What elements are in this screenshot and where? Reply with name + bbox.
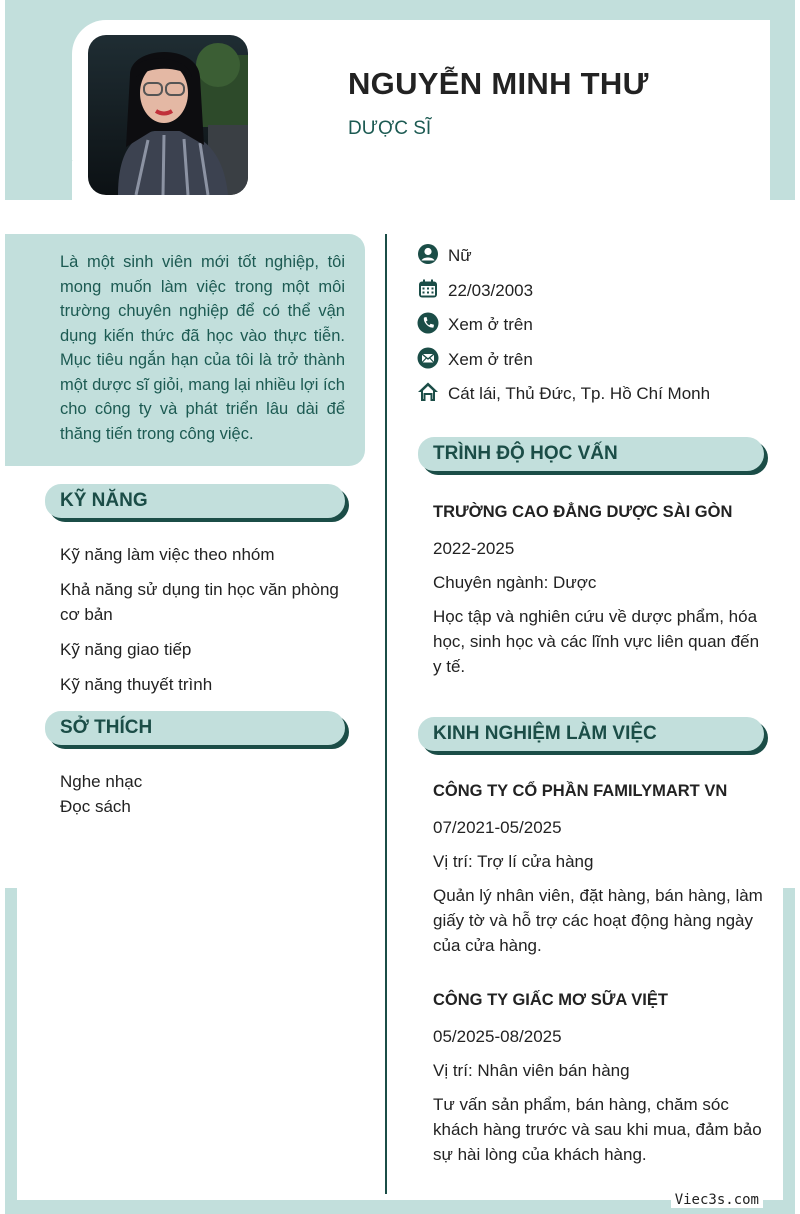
header-corner-decoration: [5, 160, 73, 200]
hobby-item: Đọc sách: [60, 797, 131, 816]
calendar-icon: [417, 278, 439, 300]
job-description: Quản lý nhân viên, đặt hàng, bán hàng, làm giấy tờ và hỗ trợ các hoạt động hàng ngày của cửa hàng.: [433, 886, 763, 955]
job-title: DƯỢC SĨ: [348, 118, 432, 139]
bottom-right-border: [783, 888, 795, 1214]
phone-icon: [417, 312, 439, 334]
bottom-left-border: [5, 888, 17, 1214]
skill-item: Kỹ năng giao tiếp: [60, 640, 192, 659]
experience-entry: [433, 991, 763, 1167]
school-name: TRƯỜNG CAO ĐẲNG DƯỢC SÀI GÒN: [433, 503, 733, 521]
hobby-item: Nghe nhạc: [60, 772, 143, 791]
job-position: Vị trí: Nhân viên bán hàng: [433, 1061, 630, 1080]
contact-dob: [417, 281, 710, 316]
education-period: 2022-2025: [433, 539, 515, 558]
address-text: Cát lái, Thủ Đức, Tp. Hồ Chí Monh: [448, 384, 711, 403]
experience-heading: KINH NGHIỆM LÀM VIỆC: [418, 717, 764, 751]
hobbies-list: [60, 769, 355, 819]
email-text: Xem ở trên: [448, 349, 533, 369]
job-description: Tư vấn sản phẩm, bán hàng, chăm sóc khách hàng trước và sau khi mua, đảm bảo sự hài lòng của khách hàng.: [433, 1095, 762, 1164]
envelope-icon: [417, 347, 439, 369]
summary-text: Là một sinh viên mới tốt nghiệp, tôi mong muốn làm việc trong một môi trường chuyên nghiệp để có thể vận dụng kiến thức đã học vào thực tiễn. Mục tiêu ngắn hạn của tôi là trở thành một dược sĩ giỏi, mang lại nhiều lợi ích cho công ty và phát triển lâu dài để thăng tiến trong công việc.: [60, 253, 345, 443]
skills-heading: KỸ NĂNG: [45, 484, 345, 518]
company-name: CÔNG TY CỔ PHẦN FAMILYMART VN: [433, 782, 728, 800]
skill-item: Khả năng sử dụng tin học văn phòng cơ bản: [60, 580, 339, 624]
job-period: 05/2025-08/2025: [433, 1027, 562, 1046]
gender-text: Nữ: [448, 246, 472, 265]
contact-address: [417, 384, 710, 419]
education-entry: [433, 503, 763, 679]
contact-email: [417, 350, 710, 385]
education-major: Chuyên ngành: Dược: [433, 573, 597, 592]
education-description: Học tập và nghiên cứu về dược phẩm, hóa học, sinh học và các lĩnh vực liên quan đến y tế.: [433, 607, 760, 676]
skills-list: [60, 542, 355, 697]
education-heading: TRÌNH ĐỘ HỌC VẤN: [418, 437, 764, 471]
job-position: Vị trí: Trợ lí cửa hàng: [433, 852, 594, 871]
candidate-name: NGUYỄN MINH THƯ: [348, 66, 649, 101]
dob-text: 22/03/2003: [448, 280, 534, 300]
phone-text: Xem ở trên: [448, 315, 533, 334]
skill-item: Kỹ năng làm việc theo nhóm: [60, 545, 275, 564]
user-icon: [417, 243, 439, 265]
contact-list: [417, 246, 710, 419]
home-icon: [417, 381, 439, 403]
hobbies-heading: SỞ THÍCH: [45, 711, 345, 745]
job-period: 07/2021-05/2025: [433, 818, 562, 837]
contact-gender: [417, 246, 710, 281]
company-name: CÔNG TY GIẤC MƠ SỮA VIỆT: [433, 991, 668, 1009]
column-divider: [385, 234, 387, 1194]
experience-entry: [433, 782, 763, 958]
skill-item: Kỹ năng thuyết trình: [60, 675, 213, 694]
watermark: Viec3s.com: [671, 1192, 763, 1208]
summary-box: [5, 234, 365, 466]
contact-phone: [417, 315, 710, 350]
profile-photo: [88, 35, 248, 195]
